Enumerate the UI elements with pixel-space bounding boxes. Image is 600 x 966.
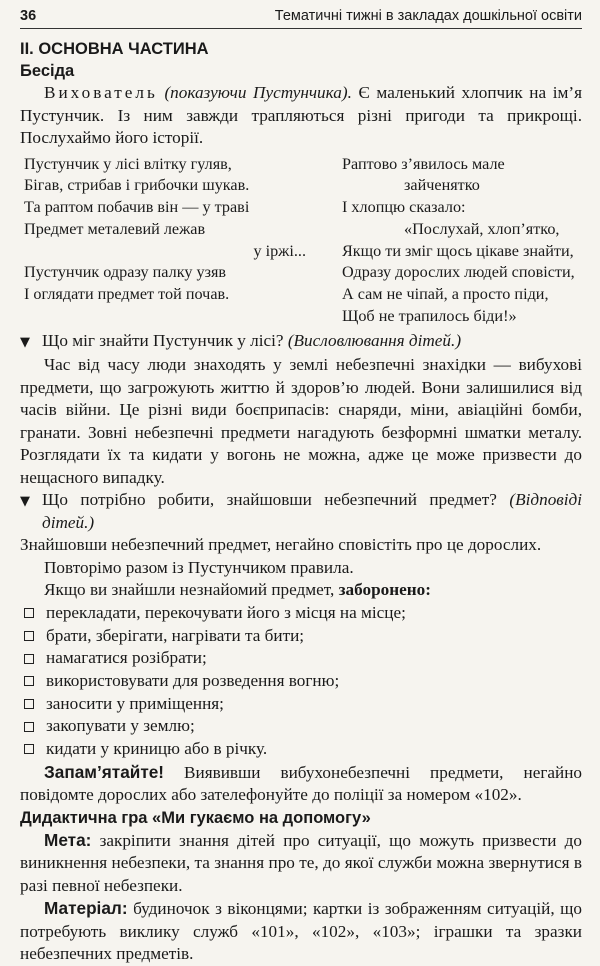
poem-line: Раптово з’явилось мале <box>342 154 505 173</box>
question-note: (Висловлювання дітей.) <box>287 330 462 350</box>
list-item: використовувати для розведення вогню; <box>20 670 582 693</box>
square-bullet-icon <box>24 699 34 709</box>
square-bullet-icon <box>24 608 34 618</box>
paragraph-4 <box>20 579 582 602</box>
header-rule <box>20 28 582 29</box>
poem-line: А сам не чіпай, а просто піди, <box>342 285 549 304</box>
poem-line: І хлопцю сказало: <box>342 198 466 217</box>
forbidden-label: заборонено: <box>338 580 431 600</box>
list-item: брати, зберігати, нагрівати та бити; <box>20 625 582 648</box>
question-note: (Відповіді дітей.) <box>42 490 582 532</box>
remember-label: Запам’ятайте! <box>44 761 165 782</box>
intro-text: Є маленький хлопчик на ім’я Пустунчик. Із ним завжди трапляються різні пригоди та прикрощі. Послухаймо його історії. <box>20 83 583 147</box>
page-number: 36 <box>20 8 37 24</box>
square-bullet-icon <box>24 631 34 641</box>
game-title: Дидактична гра «Ми гукаємо на допомогу» <box>20 808 371 827</box>
list-item: кидати у криницю або в річку. <box>20 738 582 761</box>
poem-line: Предмет металевий лежав <box>24 219 206 238</box>
square-bullet-icon <box>24 744 34 754</box>
material-label: Матеріал: <box>44 898 128 919</box>
content <box>20 38 582 966</box>
material-paragraph <box>20 897 582 966</box>
list-item: заносити у приміщення; <box>20 693 582 716</box>
paragraph-3: Повторімо разом із Пустунчиком правила. <box>44 557 354 577</box>
question-1 <box>20 330 582 355</box>
subsection-title: Бесіда <box>20 62 75 80</box>
poem-line: І оглядати предмет той почав. <box>24 285 230 304</box>
triangle-bullet-icon: ▼ <box>20 494 30 510</box>
list-item: намагатися розібрати; <box>20 647 582 670</box>
poem-line: Бігав, стрибав і грибочки шукав. <box>24 176 250 195</box>
list-item: закопувати у землю; <box>20 715 582 738</box>
square-bullet-icon <box>24 722 34 732</box>
goal-text: закріпити знання дітей про ситуації, що можуть призвести до виникнення небезпеки, та знання про те, до якої служби можна звернутися в разі певної небезпеки. <box>20 830 582 895</box>
stage-note: (показуючи Пустунчика). <box>164 83 352 102</box>
remember-paragraph <box>20 761 582 807</box>
poem-line: Пустунчик у лісі влітку гуляв, <box>24 154 232 173</box>
question-text: Що потрібно робити, знайшовши небезпечний предмет? <box>42 490 497 510</box>
goal-label: Мета: <box>44 829 92 850</box>
speaker: Вихователь <box>44 83 158 102</box>
triangle-bullet-icon: ▼ <box>20 334 30 350</box>
section-title: II. ОСНОВНА ЧАСТИНА <box>20 40 209 58</box>
paragraph-1: Час від часу люди знаходять у землі небезпечні знахідки — вибухові предмети, що загрожують життю й здоров’ю людей. Вони залишилися від часів війни. Це різні види боєприпасів: снаряди, міни, авіаційні бомби, гранати. Зовні небезпечні предмети нагадують безформні шматки металу. Розглядати їх та кидати у вогонь не можна, адже це може призвести до нещасного випадку. <box>20 355 582 487</box>
square-bullet-icon <box>24 676 34 686</box>
poem-line: «Послухай, хлоп’ятко, <box>404 219 560 238</box>
poem-line: Та раптом побачив він — у траві <box>24 198 250 217</box>
poem-left-column <box>20 154 324 328</box>
poem-line: Пустунчик одразу палку узяв <box>24 263 227 282</box>
poem-right-column <box>324 154 582 328</box>
square-bullet-icon <box>24 654 34 664</box>
page-header <box>20 6 582 28</box>
poem-line: зайченятко <box>404 176 480 195</box>
running-title: Тематичні тижні в закладах дошкільної освіти <box>274 8 582 24</box>
poem-line: Щоб не трапилось біди!» <box>342 307 517 326</box>
list-item: перекладати, перекочувати його з місця на місце; <box>20 602 582 625</box>
poem <box>20 154 582 328</box>
intro-paragraph <box>20 82 582 150</box>
material-text: будиночок з віконцями; картки із зображенням ситуацій, що потребують виклику служб «101», «102», «103»; іграшки та зразки небезпечних предметів. <box>20 899 582 964</box>
question-text: Що міг знайти Пустунчик у лісі? <box>42 330 284 350</box>
remember-text: Виявивши вибухонебезпечні предмети, негайно повідомте дорослих або зателефонуйте до поліції за номером «102». <box>20 762 582 805</box>
poem-line: Якщо ти зміг щось цікаве знайти, <box>342 241 574 260</box>
poem-line: Одразу дорослих людей сповісти, <box>342 263 575 282</box>
paragraph-4-text: Якщо ви знайшли незнайомий предмет, <box>44 580 339 600</box>
goal-paragraph <box>20 829 582 898</box>
paragraph-2: Знайшовши небезпечний предмет, негайно сповістіть про це дорослих. <box>20 535 542 555</box>
forbidden-list <box>20 602 582 761</box>
question-2 <box>20 489 582 534</box>
poem-line: у іржі... <box>253 241 306 260</box>
